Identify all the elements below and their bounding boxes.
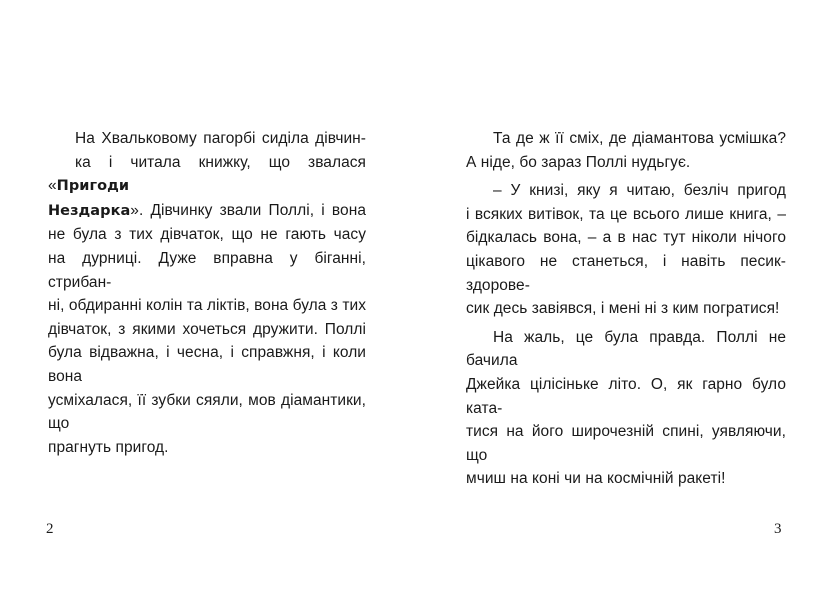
text-line: ні, обдиранні колін та ліктів, вона була з тих xyxy=(48,297,366,315)
text-line: сик десь завіявся, і мені ні з ким погратися! xyxy=(466,300,780,318)
text-line: мчиш на коні чи на космічній ракеті! xyxy=(466,470,726,488)
text-line: усміхалася, її зубки сяяли, мов діамантики, що xyxy=(48,391,366,433)
page-number-left: 2 xyxy=(46,521,54,537)
text-line: На жаль, це була правда. Поллі не бачила xyxy=(466,328,786,370)
right-paragraph-1 xyxy=(466,127,786,174)
text-line: цікавого не станеться, і навіть песик-здорове- xyxy=(466,252,786,294)
book-title-part-2: Нездарка xyxy=(48,202,131,219)
text-line: була відважна, і чесна, і справжня, і коли вона xyxy=(48,344,366,385)
left-page-text xyxy=(48,127,366,459)
right-paragraph-3 xyxy=(466,326,786,491)
text-line: На Хвальковому пагорбі сиділа дівчин- xyxy=(75,130,366,147)
text-fragment: ». Дівчинку звали Поллі, і вона xyxy=(130,201,366,219)
page-number-right: 3 xyxy=(774,521,782,537)
left-paragraph-1 xyxy=(48,127,366,459)
text-line: Джейка цілісіньке літо. О, як гарно було ката- xyxy=(466,375,786,417)
book-title-part-1: Пригоди xyxy=(56,178,130,195)
text-line xyxy=(48,199,366,224)
text-line: бідкалась вона, – а в нас тут ніколи нічого xyxy=(466,229,786,247)
text-line: на дурниці. Дуже вправна у біганні, стрибан- xyxy=(48,249,366,291)
text-line: дівчаток, з якими хочеться дружити. Поллі xyxy=(48,320,366,338)
text-line: тися на його широчезній спині, уявляючи, що xyxy=(466,423,786,464)
text-fragment: ка і читала книжку, що звалася « xyxy=(48,153,366,195)
right-paragraph-2 xyxy=(466,179,786,321)
right-page xyxy=(416,0,832,600)
text-line: і всяких витівок, та це всього лише книга, – xyxy=(466,205,786,223)
text-line xyxy=(48,151,366,199)
text-line: прагнуть пригод. xyxy=(48,438,169,456)
text-line: не була з тих дівчаток, що не гають часу xyxy=(48,226,366,244)
right-page-text xyxy=(466,127,786,491)
text-line: Та де ж її сміх, де діамантова усмішка? xyxy=(493,130,786,147)
text-line: А ніде, бо зараз Поллі нудьгує. xyxy=(466,153,691,171)
text-line: – У книзі, яку я читаю, безліч пригод xyxy=(493,182,786,200)
